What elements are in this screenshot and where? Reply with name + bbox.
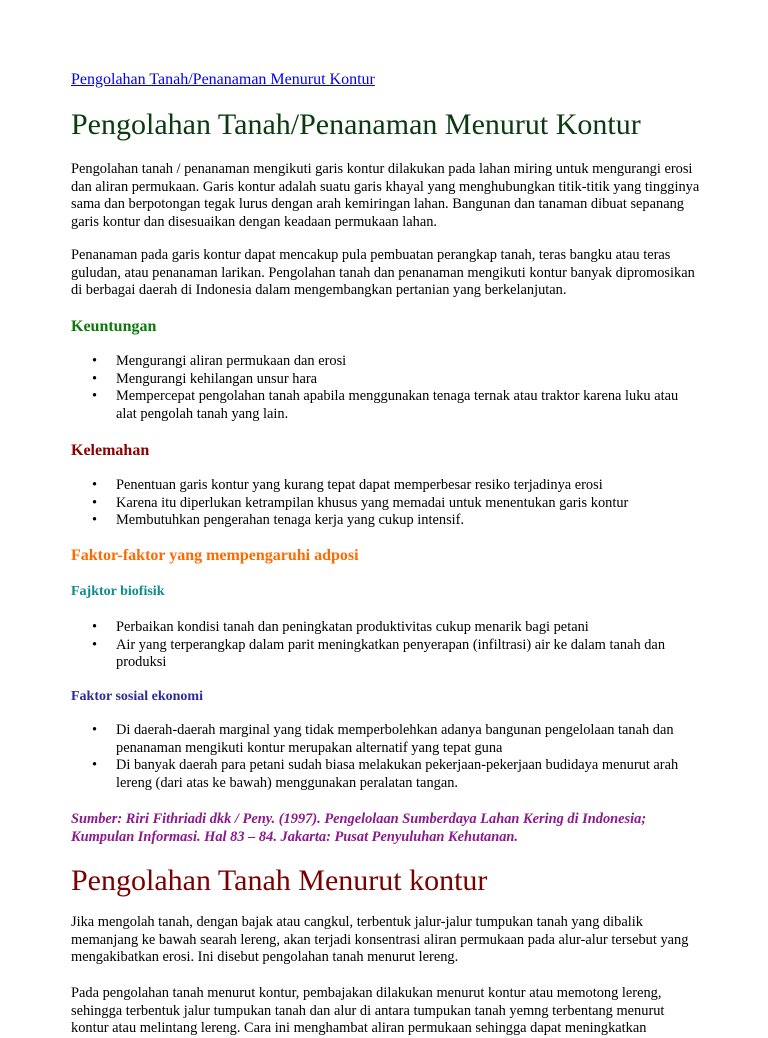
bullet-icon: • bbox=[92, 722, 98, 738]
list-item bbox=[71, 637, 701, 672]
section-paragraph-2: Pada pengolahan tanah menurut kontur, pembajakan dilakukan menurut kontur atau memotong lereng, sehingga terbentuk jalur tumpukan tanah dan alur di antara tumpukan tanah yemng terbentang menurut kontur atau melintang lereng. Cara ini menghambat aliran permukaan sehingga dapat meningkatkan bbox=[71, 985, 665, 1036]
biofisik-list bbox=[71, 619, 701, 672]
list-item bbox=[71, 619, 701, 637]
keuntungan-list bbox=[71, 353, 701, 423]
keuntungan-heading: Keuntungan bbox=[71, 318, 157, 335]
intro-paragraph-1: Pengolahan tanah / penanaman mengikuti garis kontur dilakukan pada lahan miring untuk mengurangi erosi dan aliran permukaan. Garis kontur adalah suatu garis khayal yang menghubungkan titik-titik yang tingginya sama dan berpotongan tegak lurus dengan arah kemiringan lahan. Bangunan dan tanaman dibuat sepanang garis kontur dan disesuaikan dengan keadaan permukaan lahan. bbox=[71, 161, 700, 230]
list-item-text: Membutuhkan pengerahan tenaga kerja yang cukup intensif. bbox=[116, 512, 465, 528]
list-item-text: Perbaikan kondisi tanah dan peningkatan produktivitas cukup menarik bagi petani bbox=[116, 619, 589, 635]
kelemahan-list bbox=[71, 477, 701, 530]
list-item bbox=[71, 512, 701, 530]
list-item bbox=[71, 722, 701, 757]
list-item bbox=[71, 477, 701, 495]
list-item bbox=[71, 495, 701, 513]
section-paragraph-1: Jika mengolah tanah, dengan bajak atau cangkul, terbentuk jalur-jalur tumpukan tanah yang dibalik memanjang ke bawah searah lereng, akan terjadi konsentrasi aliran permukaan pada alur-alur tersebut yang mengakibatkan erosi. Ini disebut pengolahan tanah menurut lereng. bbox=[71, 914, 689, 965]
source-citation: Sumber: Riri Fithriadi dkk / Peny. (1997). Pengelolaan Sumberdaya Lahan Kering di Indonesia; Kumpulan Informasi. Hal 83 – 84. Jakarta: Pusat Penyuluhan Kehutanan. bbox=[71, 811, 647, 845]
list-item bbox=[71, 353, 701, 371]
bullet-icon: • bbox=[92, 619, 98, 635]
page-title: Pengolahan Tanah/Penanaman Menurut Kontur bbox=[71, 108, 641, 141]
list-item bbox=[71, 388, 701, 423]
list-item-text: Di daerah-daerah marginal yang tidak memperbolehkan adanya bangunan pengelolaan tanah dan penanaman mengikuti kontur merupakan alternatif yang tepat guna bbox=[116, 722, 674, 756]
list-item-text: Di banyak daerah para petani sudah biasa melakukan pekerjaan-pekerjaan budidaya menurut arah lereng (dari atas ke bawah) menggunakan peralatan tangan. bbox=[116, 757, 679, 791]
bullet-icon: • bbox=[92, 757, 98, 773]
list-item-text: Penentuan garis kontur yang kurang tepat dapat memperbesar resiko terjadinya erosi bbox=[116, 477, 603, 493]
biofisik-heading: Fajktor biofisik bbox=[71, 584, 165, 599]
bullet-icon: • bbox=[92, 370, 98, 387]
faktor-heading: Faktor-faktor yang mempengaruhi adposi bbox=[71, 547, 359, 564]
list-item bbox=[71, 371, 701, 389]
bullet-icon: • bbox=[92, 353, 98, 369]
list-item-text: Mempercepat pengolahan tanah apabila menggunakan tenaga ternak atau traktor karena luku atau alat pengolah tanah yang lain. bbox=[116, 388, 679, 422]
kelemahan-heading: Kelemahan bbox=[71, 442, 150, 459]
bullet-icon: • bbox=[92, 512, 98, 528]
list-item-text: Karena itu diperlukan ketrampilan khusus yang memadai untuk menentukan garis kontur bbox=[116, 494, 629, 511]
bullet-icon: • bbox=[92, 477, 98, 493]
list-item bbox=[71, 757, 701, 792]
sosial-ekonomi-list bbox=[71, 722, 701, 792]
list-item-text: Mengurangi aliran permukaan dan erosi bbox=[116, 353, 347, 369]
bullet-icon: • bbox=[92, 388, 98, 404]
sosial-ekonomi-heading: Faktor sosial ekonomi bbox=[71, 689, 203, 704]
intro-paragraph-2: Penanaman pada garis kontur dapat mencakup pula pembuatan perangkap tanah, teras bangku atau teras guludan, atau penanaman larikan. Pengolahan tanah dan penanaman mengikuti kontur banyak dipromosikan di berbagai daerah di Indonesia dalam mengembangkan pertanian yang berkelanjutan. bbox=[71, 247, 695, 298]
list-item-text: Air yang terperangkap dalam parit meningkatkan penyerapan (infiltrasi) air ke dalam tanah dan produksi bbox=[116, 636, 666, 670]
bullet-icon: • bbox=[92, 494, 98, 511]
list-item-text: Mengurangi kehilangan unsur hara bbox=[116, 370, 318, 387]
section-title: Pengolahan Tanah Menurut kontur bbox=[71, 864, 488, 897]
bullet-icon: • bbox=[92, 636, 98, 653]
title-link[interactable]: Pengolahan Tanah/Penanaman Menurut Kontur bbox=[71, 71, 375, 88]
